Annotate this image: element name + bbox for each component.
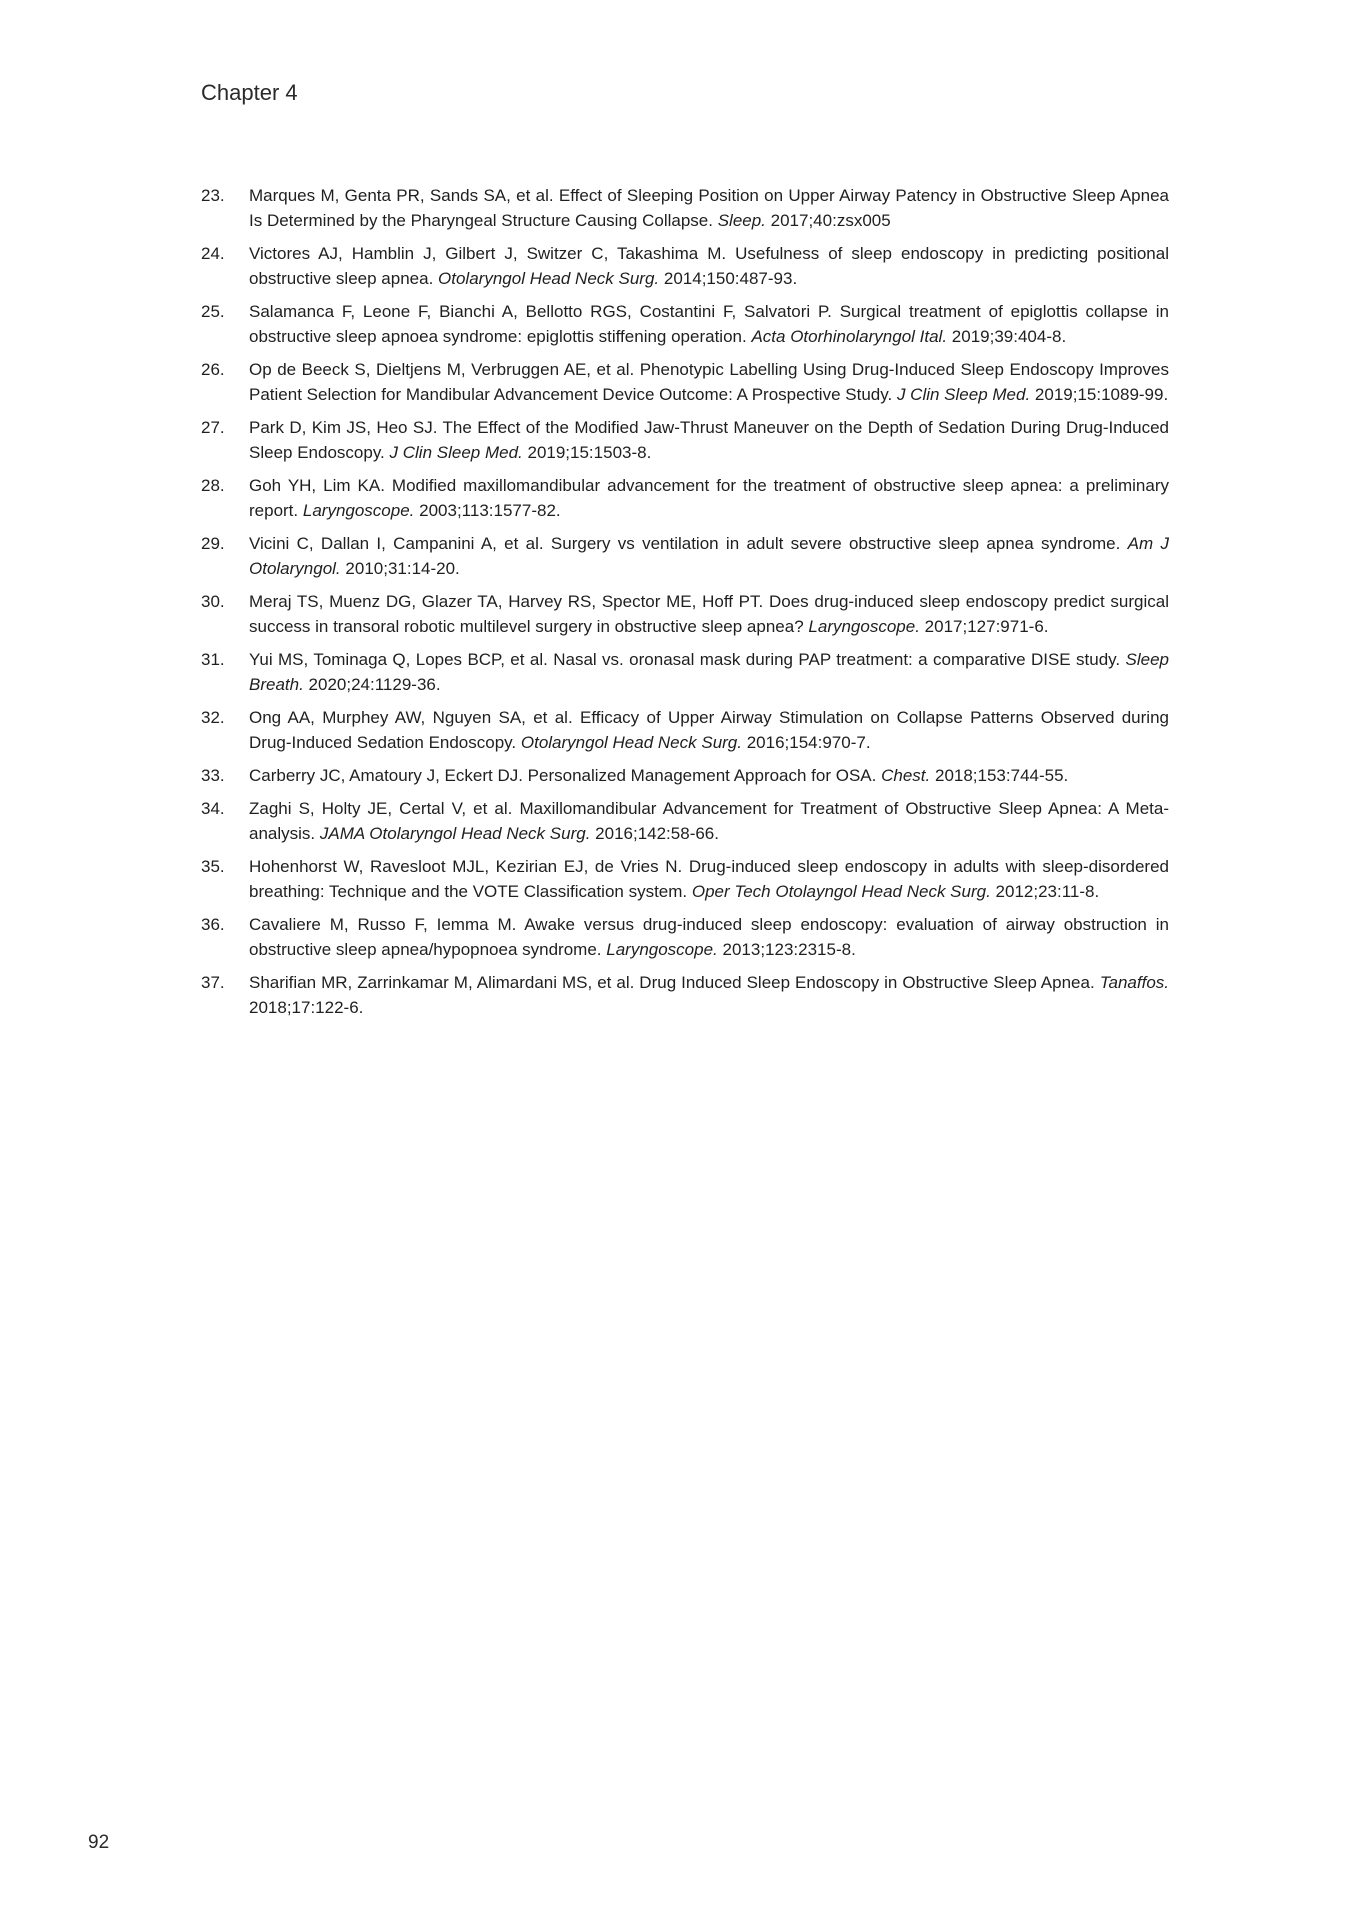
reference-number: 24.: [201, 244, 225, 263]
reference-item: [201, 854, 1169, 904]
reference-details: 2018;17:122-6.: [249, 998, 364, 1017]
reference-text: Victores AJ, Hamblin J, Gilbert J, Switzer C, Takashima M. Usefulness of sleep endoscopy in predicting positional obstructive sleep apnea.: [249, 244, 1169, 288]
reference-journal: Laryngoscope.: [808, 617, 920, 636]
reference-item: [201, 473, 1169, 523]
reference-number: 35.: [201, 857, 225, 876]
reference-text: Park D, Kim JS, Heo SJ. The Effect of the Modified Jaw-Thrust Maneuver on the Depth of Sedation During Drug-Induced Sleep Endoscopy.: [249, 418, 1169, 462]
reference-text: Salamanca F, Leone F, Bianchi A, Bellotto RGS, Costantini F, Salvatori P. Surgical treatment of epiglottis collapse in obstructive sleep apnoea syndrome: epiglottis stiffening operation.: [249, 302, 1169, 346]
reference-text: Carberry JC, Amatoury J, Eckert DJ. Personalized Management Approach for OSA.: [249, 766, 877, 785]
reference-details: 2012;23:11-8.: [995, 882, 1100, 901]
reference-number: 30.: [201, 592, 225, 611]
reference-text: Op de Beeck S, Dieltjens M, Verbruggen AE, et al. Phenotypic Labelling Using Drug-Induced Sleep Endoscopy Improves Patient Selection for Mandibular Advancement Device Outcome: A Prospective Study.: [249, 360, 1169, 404]
reference-details: 2016;142:58-66.: [595, 824, 719, 843]
reference-details: 2020;24:1129-36.: [308, 675, 441, 694]
reference-number: 23.: [201, 186, 225, 205]
reference-item: [201, 299, 1169, 349]
reference-text: Sharifian MR, Zarrinkamar M, Alimardani MS, et al. Drug Induced Sleep Endoscopy in Obstructive Sleep Apnea.: [249, 973, 1095, 992]
reference-number: 31.: [201, 650, 225, 669]
reference-item: [201, 357, 1169, 407]
reference-item: [201, 796, 1169, 846]
reference-journal: Chest.: [881, 766, 931, 785]
reference-details: 2003;113:1577-82.: [419, 501, 561, 520]
reference-journal: J Clin Sleep Med.: [896, 385, 1031, 404]
reference-text: Yui MS, Tominaga Q, Lopes BCP, et al. Nasal vs. oronasal mask during PAP treatment: a comparative DISE study.: [249, 650, 1121, 669]
reference-details: 2017;127:971-6.: [924, 617, 1049, 636]
reference-details: 2014;150:487-93.: [663, 269, 798, 288]
reference-journal: JAMA Otolaryngol Head Neck Surg.: [319, 824, 591, 843]
reference-text: Vicini C, Dallan I, Campanini A, et al. Surgery vs ventilation in adult severe obstructive sleep apnea syndrome.: [249, 534, 1121, 553]
reference-details: 2013;123:2315-8.: [722, 940, 856, 959]
reference-text: Hohenhorst W, Ravesloot MJL, Kezirian EJ, de Vries N. Drug-induced sleep endoscopy in adults with sleep-disordered breathing: Technique and the VOTE Classification system.: [249, 857, 1169, 901]
reference-journal: Tanaffos.: [1099, 973, 1169, 992]
reference-item: [201, 912, 1169, 962]
reference-journal: Acta Otorhinolaryngol Ital.: [751, 327, 948, 346]
reference-details: 2019;15:1503-8.: [527, 443, 652, 462]
reference-journal: Sleep Breath.: [249, 650, 1169, 694]
reference-journal: Laryngoscope.: [302, 501, 415, 520]
page-number: 92: [88, 1832, 110, 1853]
chapter-header: Chapter 4: [201, 80, 298, 105]
reference-number: 36.: [201, 915, 225, 934]
reference-journal: Am J Otolaryngol.: [249, 534, 1169, 578]
reference-journal: Oper Tech Otolayngol Head Neck Surg.: [691, 882, 991, 901]
reference-item: [201, 705, 1169, 755]
reference-details: 2019;15:1089-99.: [1034, 385, 1169, 404]
reference-list: [201, 183, 1169, 1028]
reference-journal: J Clin Sleep Med.: [389, 443, 523, 462]
reference-journal: Sleep.: [717, 211, 766, 230]
reference-details: 2019;39:404-8.: [951, 327, 1067, 346]
reference-journal: Otolaryngol Head Neck Surg.: [438, 269, 660, 288]
reference-journal: Laryngoscope.: [606, 940, 718, 959]
reference-details: 2017;40:zsx005: [770, 211, 891, 230]
reference-item: [201, 647, 1169, 697]
reference-number: 32.: [201, 708, 225, 727]
reference-text: Goh YH, Lim KA. Modified maxillomandibular advancement for the treatment of obstructive sleep apnea: a preliminary report.: [249, 476, 1169, 520]
reference-item: [201, 183, 1169, 233]
reference-text: Marques M, Genta PR, Sands SA, et al. Effect of Sleeping Position on Upper Airway Patency in Obstructive Sleep Apnea Is Determined by the Pharyngeal Structure Causing Collapse.: [249, 186, 1169, 230]
reference-journal: Otolaryngol Head Neck Surg.: [520, 733, 742, 752]
reference-number: 26.: [201, 360, 225, 379]
reference-number: 34.: [201, 799, 225, 818]
reference-details: 2010;31:14-20.: [345, 559, 460, 578]
reference-number: 25.: [201, 302, 225, 321]
reference-text: Meraj TS, Muenz DG, Glazer TA, Harvey RS, Spector ME, Hoff PT. Does drug-induced sleep endoscopy predict surgical success in transoral robotic multilevel surgery in obstructive sleep apnea?: [249, 592, 1169, 636]
reference-details: 2018;153:744-55.: [934, 766, 1069, 785]
reference-item: [201, 970, 1169, 1020]
reference-text: Cavaliere M, Russo F, Iemma M. Awake versus drug-induced sleep endoscopy: evaluation of airway obstruction in obstructive sleep apnea/hypopnoea syndrome.: [249, 915, 1169, 959]
reference-item: [201, 531, 1169, 581]
reference-text: Ong AA, Murphey AW, Nguyen SA, et al. Efficacy of Upper Airway Stimulation on Collapse Patterns Observed during Drug-Induced Sedation Endoscopy.: [249, 708, 1169, 752]
reference-item: [201, 415, 1169, 465]
reference-number: 28.: [201, 476, 225, 495]
reference-details: 2016;154:970-7.: [746, 733, 871, 752]
reference-number: 33.: [201, 766, 225, 785]
reference-text: Zaghi S, Holty JE, Certal V, et al. Maxillomandibular Advancement for Treatment of Obstructive Sleep Apnea: A Meta-analysis.: [249, 799, 1169, 843]
reference-number: 37.: [201, 973, 225, 992]
reference-item: [201, 589, 1169, 639]
reference-number: 29.: [201, 534, 225, 553]
reference-item: [201, 241, 1169, 291]
reference-item: [201, 763, 1169, 788]
reference-number: 27.: [201, 418, 225, 437]
